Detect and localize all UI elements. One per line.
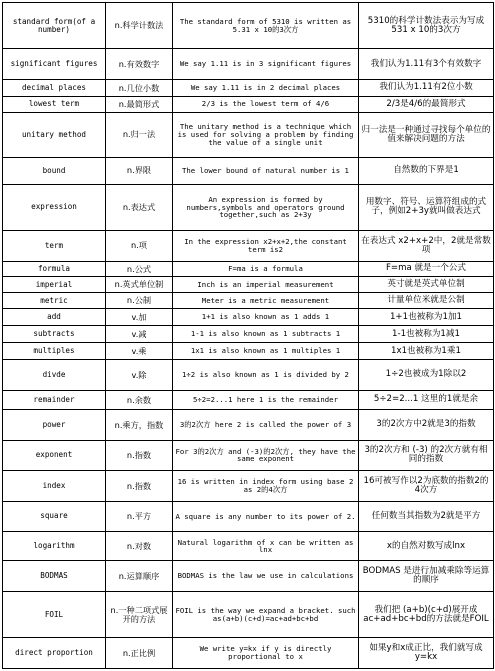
term-cell: FOIL: [3, 591, 106, 637]
meaning-cell: v.乘: [106, 343, 173, 360]
table-row: [3, 638, 494, 669]
vocabulary-sheet: [2, 2, 493, 669]
table-row: [3, 184, 494, 230]
vocabulary-table-body: [3, 3, 494, 669]
translation-cell: 如果y和x成正比，我们就写成y=kx: [359, 638, 494, 669]
term-cell: term: [3, 231, 106, 261]
meaning-cell: n.对数: [106, 532, 173, 561]
table-row: [3, 261, 494, 277]
translation-cell: 5310的科学计数法表示为写成531 x 10的3次方: [359, 3, 494, 49]
term-cell: BODMAS: [3, 561, 106, 591]
translation-cell: 我们认为1.11有3个有效数字: [359, 49, 494, 79]
example-cell: The lower bound of natural number is 1: [173, 157, 359, 184]
translation-cell: 1÷2也被成为1除以2: [359, 360, 494, 390]
example-cell: 5÷2=2...1 here 1 is the remainder: [173, 390, 359, 410]
translation-cell: 2/3是4/6的最简形式: [359, 96, 494, 112]
meaning-cell: n.一种二项式展开的方法: [106, 591, 173, 637]
meaning-cell: n.平方: [106, 501, 173, 531]
translation-cell: 1-1也被称为1减1: [359, 326, 494, 343]
table-row: [3, 112, 494, 157]
translation-cell: 英寸就是英式单位制: [359, 277, 494, 293]
table-row: [3, 410, 494, 440]
meaning-cell: n.最简形式: [106, 96, 173, 112]
term-cell: formula: [3, 261, 106, 277]
table-row: [3, 532, 494, 561]
term-cell: expression: [3, 184, 106, 230]
translation-cell: 在表达式 x2+x+2中，2就是常数项: [359, 231, 494, 261]
table-row: [3, 360, 494, 390]
term-cell: significant figures: [3, 49, 106, 79]
table-row: [3, 440, 494, 470]
meaning-cell: n.乘方，指数: [106, 410, 173, 440]
term-cell: lowest term: [3, 96, 106, 112]
vocabulary-table: [2, 2, 494, 669]
translation-cell: BODMAS 是进行加减乘除等运算的顺序: [359, 561, 494, 591]
meaning-cell: n.公制: [106, 293, 173, 309]
translation-cell: 我们认为1.11有2位小数: [359, 79, 494, 96]
translation-cell: 1+1也被称为1加1: [359, 309, 494, 326]
term-cell: bound: [3, 157, 106, 184]
term-cell: power: [3, 410, 106, 440]
table-row: [3, 49, 494, 79]
table-row: [3, 471, 494, 501]
translation-cell: F=ma 就是一个公式: [359, 261, 494, 277]
table-row: [3, 591, 494, 637]
example-cell: F=ma is a formula: [173, 261, 359, 277]
table-row: [3, 231, 494, 261]
example-cell: Inch is an imperial measurement: [173, 277, 359, 293]
table-row: [3, 79, 494, 96]
term-cell: subtracts: [3, 326, 106, 343]
meaning-cell: n.指数: [106, 440, 173, 470]
example-cell: The unitary method is a technique which is used for solving a problem by finding the value of a single unit: [173, 112, 359, 157]
translation-cell: 我们把 (a+b)(c+d)展开成ac+ad+bc+bd的方法就是FOIL: [359, 591, 494, 637]
example-cell: A square is any number to its power of 2.: [173, 501, 359, 531]
term-cell: direct proportion: [3, 638, 106, 669]
term-cell: metric: [3, 293, 106, 309]
term-cell: standard form(of a number): [3, 3, 106, 49]
meaning-cell: n.公式: [106, 261, 173, 277]
meaning-cell: n.界限: [106, 157, 173, 184]
example-cell: 1x1 is also known as 1 multiples 1: [173, 343, 359, 360]
example-cell: Natural logarithm of x can be written as lnx: [173, 532, 359, 561]
table-row: [3, 326, 494, 343]
meaning-cell: n.运算顺序: [106, 561, 173, 591]
example-cell: 1-1 is also known as 1 subtracts 1: [173, 326, 359, 343]
term-cell: square: [3, 501, 106, 531]
translation-cell: 自然数的下界是1: [359, 157, 494, 184]
meaning-cell: n.几位小数: [106, 79, 173, 96]
term-cell: exponent: [3, 440, 106, 470]
example-cell: FOIL is the way we expand a bracket. such as(a+b)(c+d)=ac+ad+bc+bd: [173, 591, 359, 637]
translation-cell: 任何数当其指数为2就是平方: [359, 501, 494, 531]
example-cell: An expression is formed by numbers,symbols and operators ground together,such as 2+3y: [173, 184, 359, 230]
table-row: [3, 96, 494, 112]
meaning-cell: n.科学计数法: [106, 3, 173, 49]
translation-cell: 16可被写作以2为底数的指数2的4次方: [359, 471, 494, 501]
term-cell: unitary method: [3, 112, 106, 157]
example-cell: Meter is a metric measurement: [173, 293, 359, 309]
example-cell: We say 1.11 is in 2 decimal places: [173, 79, 359, 96]
example-cell: For 3的2次方 and (-3)的2次方, they have the same exponent: [173, 440, 359, 470]
translation-cell: 3的2次方中2就是3的指数: [359, 410, 494, 440]
meaning-cell: n.英式单位制: [106, 277, 173, 293]
meaning-cell: n.有效数字: [106, 49, 173, 79]
table-row: [3, 277, 494, 293]
term-cell: divde: [3, 360, 106, 390]
translation-cell: 计量单位米就是公制: [359, 293, 494, 309]
example-cell: BODMAS is the law we use in calculations: [173, 561, 359, 591]
translation-cell: 归一法是一种通过寻找每个单位的值来解决问题的方法: [359, 112, 494, 157]
term-cell: remainder: [3, 390, 106, 410]
example-cell: 1÷2 is also known as 1 is divided by 2: [173, 360, 359, 390]
table-row: [3, 390, 494, 410]
table-row: [3, 157, 494, 184]
meaning-cell: n.指数: [106, 471, 173, 501]
example-cell: We say 1.11 is in 3 significant figures: [173, 49, 359, 79]
translation-cell: 1x1也被称为1乘1: [359, 343, 494, 360]
translation-cell: 用数字、符号、运算符组成的式子，例如2+3y就叫做表达式: [359, 184, 494, 230]
meaning-cell: v.加: [106, 309, 173, 326]
example-cell: 3的2次方 here 2 is called the power of 3: [173, 410, 359, 440]
meaning-cell: n.项: [106, 231, 173, 261]
table-row: [3, 501, 494, 531]
term-cell: index: [3, 471, 106, 501]
meaning-cell: v.除: [106, 360, 173, 390]
term-cell: imperial: [3, 277, 106, 293]
meaning-cell: n.归一法: [106, 112, 173, 157]
term-cell: logarithm: [3, 532, 106, 561]
translation-cell: x的自然对数写成lnx: [359, 532, 494, 561]
meaning-cell: v.减: [106, 326, 173, 343]
term-cell: add: [3, 309, 106, 326]
table-row: [3, 293, 494, 309]
translation-cell: 3的2次方和 (-3) 的2次方就有相同的指数: [359, 440, 494, 470]
table-row: [3, 3, 494, 49]
meaning-cell: n.表达式: [106, 184, 173, 230]
meaning-cell: n.余数: [106, 390, 173, 410]
term-cell: decimal places: [3, 79, 106, 96]
table-row: [3, 309, 494, 326]
meaning-cell: n.正比例: [106, 638, 173, 669]
example-cell: In the expression x2+x+2,the constant term is2: [173, 231, 359, 261]
term-cell: multiples: [3, 343, 106, 360]
example-cell: 1+1 is also known as 1 adds 1: [173, 309, 359, 326]
example-cell: 16 is written in index form using base 2 as 2的4次方: [173, 471, 359, 501]
example-cell: We write y=kx if y is directly proportional to x: [173, 638, 359, 669]
example-cell: 2/3 is the lowest term of 4/6: [173, 96, 359, 112]
table-row: [3, 343, 494, 360]
table-row: [3, 561, 494, 591]
example-cell: The standard form of 5310 is written as 5.31 x 10的3次方: [173, 3, 359, 49]
translation-cell: 5÷2=2...1 这里的1就是余: [359, 390, 494, 410]
